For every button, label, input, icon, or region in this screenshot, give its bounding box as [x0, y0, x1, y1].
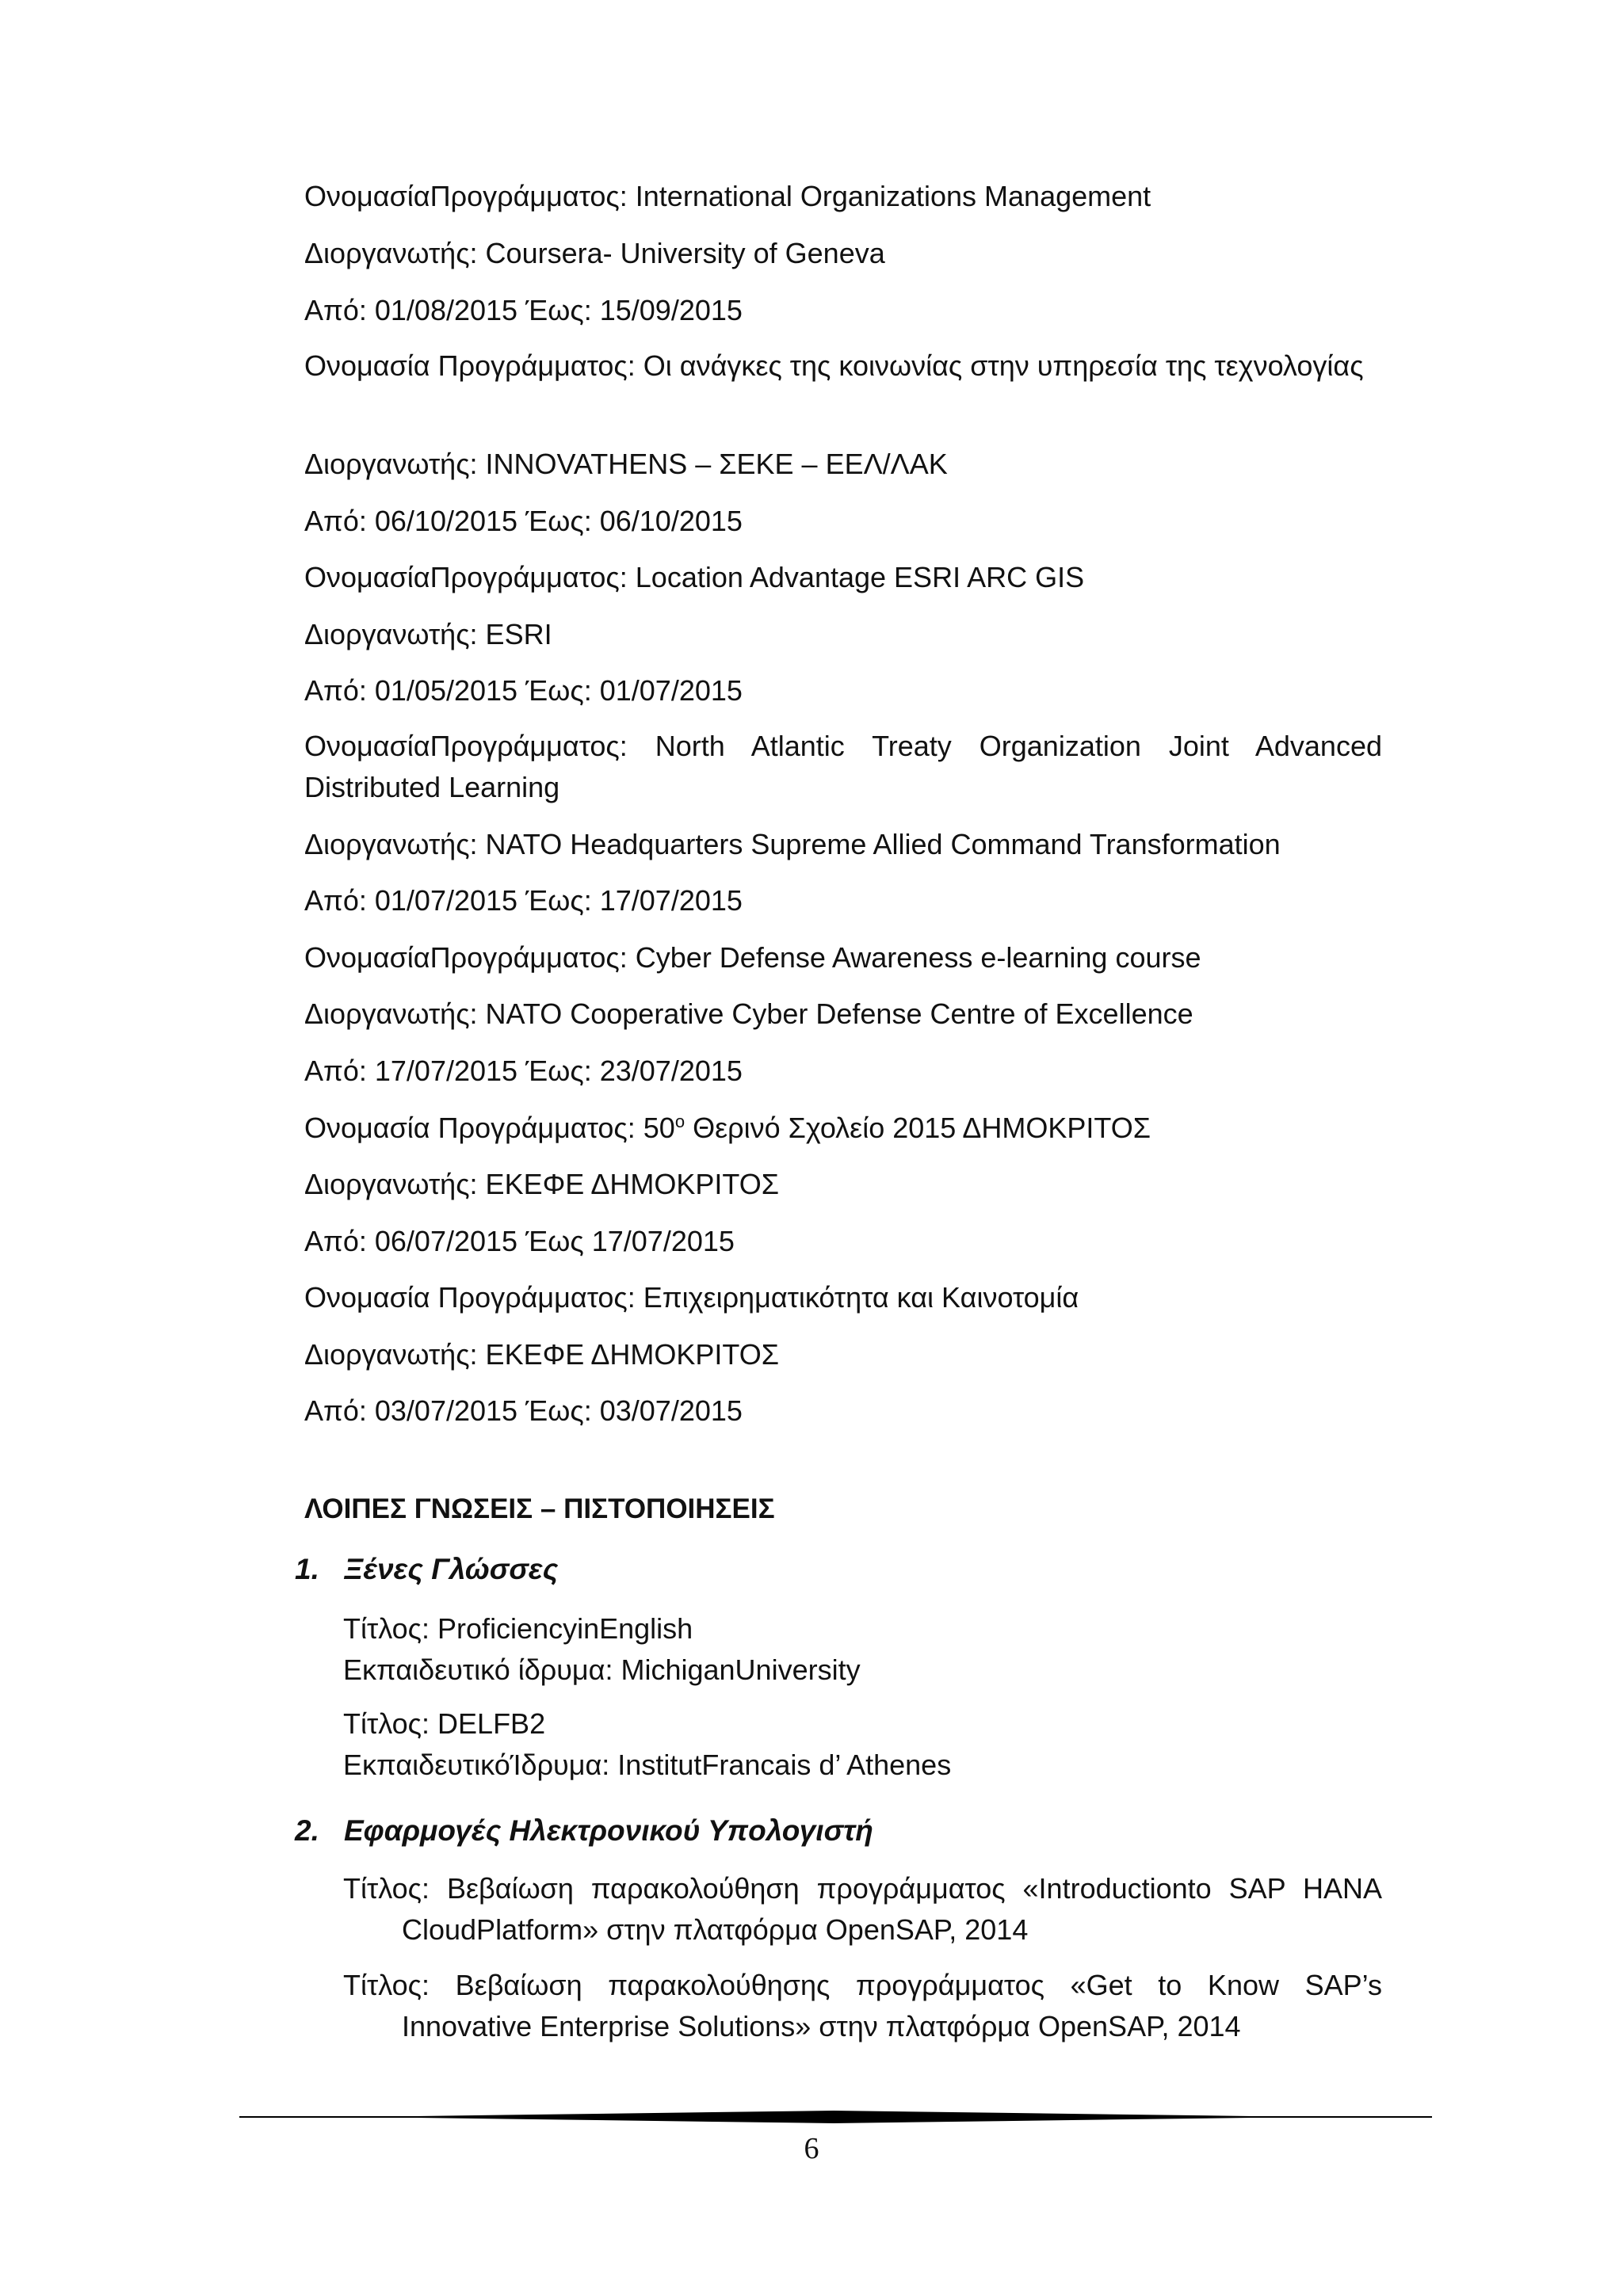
- program-name-prefix: Ονομασία Προγράμματος: 50: [304, 1112, 675, 1144]
- footer-divider: [239, 2109, 1432, 2125]
- computer-certificate: Τίτλος: Βεβαίωση παρακολούθηση προγράμματος «Introductionto SAP HANA CloudPlatform» στην πλατφόρμα OpenSAP, 2014: [343, 1872, 1382, 1946]
- date-range: Από: 01/08/2015 Έως: 15/09/2015: [304, 294, 743, 326]
- language-certificate: [343, 1703, 1382, 1786]
- certificate-institution: Εκπαιδευτικό ίδρυμα: MichiganUniversity: [343, 1653, 861, 1686]
- program-name: [304, 1108, 1382, 1149]
- date-range: Από: 03/07/2015 Έως: 03/07/2015: [304, 1394, 743, 1427]
- languages-heading: [295, 1553, 558, 1586]
- computer-skills-heading: [295, 1814, 873, 1848]
- page-number: 6: [804, 2132, 819, 2165]
- date-range: Από: 01/05/2015 Έως: 01/07/2015: [304, 674, 743, 707]
- ordinal-superscript: ο: [674, 1112, 685, 1131]
- program-name: ΟνομασίαΠρογράμματος: Location Advantage ESRI ARC GIS: [304, 561, 1085, 593]
- date-range: Από: 01/07/2015 Έως: 17/07/2015: [304, 884, 743, 917]
- organizer: Διοργανωτής: NATO Headquarters Supreme Allied Command Transformation: [304, 828, 1281, 860]
- program-name: ΟνομασίαΠρογράμματος: Cyber Defense Awareness e-learning course: [304, 941, 1201, 974]
- program-name: ΟνομασίαΠρογράμματος: International Organizations Management: [304, 180, 1151, 212]
- organizer: Διοργανωτής: ΕΚΕΦΕ ΔΗΜΟΚΡΙΤΟΣ: [304, 1168, 779, 1200]
- organizer: Διοργανωτής: INNOVATHENS – ΣΕΚΕ – ΕΕΛ/ΛΑΚ: [304, 448, 948, 480]
- languages-title: Ξένες Γλώσσες: [344, 1553, 559, 1585]
- program-name: Ονομασία Προγράμματος: Οι ανάγκες της κοινωνίας στην υπηρεσία της τεχνολογίας: [304, 349, 1364, 382]
- list-number: 1.: [295, 1553, 319, 1585]
- certificate-title: Τίτλος: ProficiencyinEnglish: [343, 1612, 693, 1645]
- date-range: Από: 06/10/2015 Έως: 06/10/2015: [304, 505, 743, 537]
- section-heading: ΛΟΙΠΕΣ ΓΝΩΣΕΙΣ – ΠΙΣΤΟΠΟΙΗΣΕΙΣ: [304, 1493, 775, 1524]
- list-number: 2.: [295, 1814, 319, 1847]
- program-name: ΟνομασίαΠρογράμματος: North Atlantic Treaty Organization Joint Advanced Distributed Learning: [304, 730, 1382, 803]
- organizer: Διοργανωτής: ΕΚΕΦΕ ΔΗΜΟΚΡΙΤΟΣ: [304, 1338, 779, 1371]
- computer-skills-title: Εφαρμογές Ηλεκτρονικού Υπολογιστή: [344, 1814, 873, 1847]
- language-certificate: [343, 1608, 1382, 1691]
- certificate-institution: ΕκπαιδευτικόΊδρυμα: InstitutFrancais d’ Athenes: [343, 1749, 952, 1781]
- organizer: Διοργανωτής: Coursera- University of Geneva: [304, 237, 885, 269]
- program-name-suffix: Θερινό Σχολείο 2015 ΔΗΜΟΚΡΙΤΟΣ: [685, 1112, 1151, 1144]
- computer-certificate: Τίτλος: Βεβαίωση παρακολούθησης προγράμματος «Get to Know SAP’s Innovative Enterprise Solutions» στην πλατφόρμα OpenSAP, 2014: [343, 1969, 1382, 2042]
- organizer: Διοργανωτής: NATO Cooperative Cyber Defense Centre of Excellence: [304, 997, 1193, 1030]
- date-range: Από: 17/07/2015 Έως: 23/07/2015: [304, 1055, 743, 1087]
- program-name: Ονομασία Προγράμματος: Επιχειρηματικότητα και Καινοτομία: [304, 1281, 1079, 1314]
- date-range: Από: 06/07/2015 Έως 17/07/2015: [304, 1225, 735, 1257]
- certificate-title: Τίτλος: DELFB2: [343, 1707, 546, 1740]
- organizer: Διοργανωτής: ESRI: [304, 618, 552, 650]
